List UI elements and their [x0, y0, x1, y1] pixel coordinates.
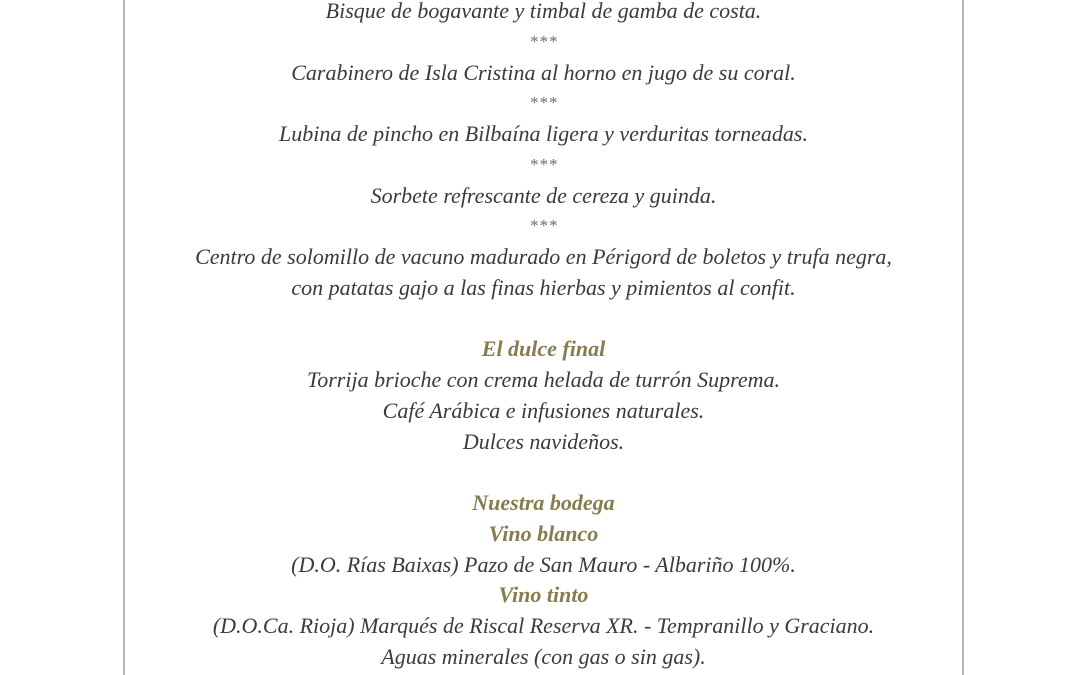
course-separator: *** — [529, 93, 558, 113]
blank-line — [125, 304, 962, 335]
menu-item-line: con patatas gajo a las finas hierbas y pimientos al confit. — [291, 274, 796, 300]
course-separator: *** — [529, 216, 558, 236]
menu-item-line: Bisque de bogavante y timbal de gamba de costa. — [325, 0, 762, 23]
menu-item-line: Carabinero de Isla Cristina al horno en jugo de su coral. — [291, 59, 796, 85]
menu-item-line: Café Arábica e infusiones naturales. — [382, 397, 705, 423]
menu-item-line: Torrija brioche con crema helada de turrón Suprema. — [307, 367, 780, 392]
menu-item-line: Lubina de pincho en Bilbaína ligera y verduritas torneadas. — [279, 121, 808, 146]
section-heading: Vino blanco — [488, 520, 599, 546]
menu-item-line: (D.O.Ca. Rioja) Marqués de Riscal Reserva XR. - Tempranillo y Graciano. — [212, 613, 875, 638]
course-separator: *** — [529, 31, 558, 51]
menu-item-line: (D.O. Rías Baixas) Pazo de San Mauro - Albariño 100%. — [291, 551, 796, 577]
menu-item-line: Centro de solomillo de vacuno madurado en Périgord de boletos y trufa negra, — [195, 244, 892, 269]
right-page-border-rule — [962, 0, 964, 675]
section-heading: Nuestra bodega — [472, 490, 615, 515]
course-separator: *** — [529, 154, 558, 174]
menu-text-block — [125, 0, 962, 673]
menu-item-line: Aguas minerales (con gas o sin gas). — [381, 643, 706, 669]
menu-item-line: Sorbete refrescante de cereza y guinda. — [370, 182, 717, 208]
section-heading: Vino tinto — [498, 582, 589, 608]
menu-item-line: Dulces navideños. — [462, 428, 625, 454]
section-heading: El dulce final — [481, 336, 606, 362]
blank-line — [125, 457, 962, 488]
